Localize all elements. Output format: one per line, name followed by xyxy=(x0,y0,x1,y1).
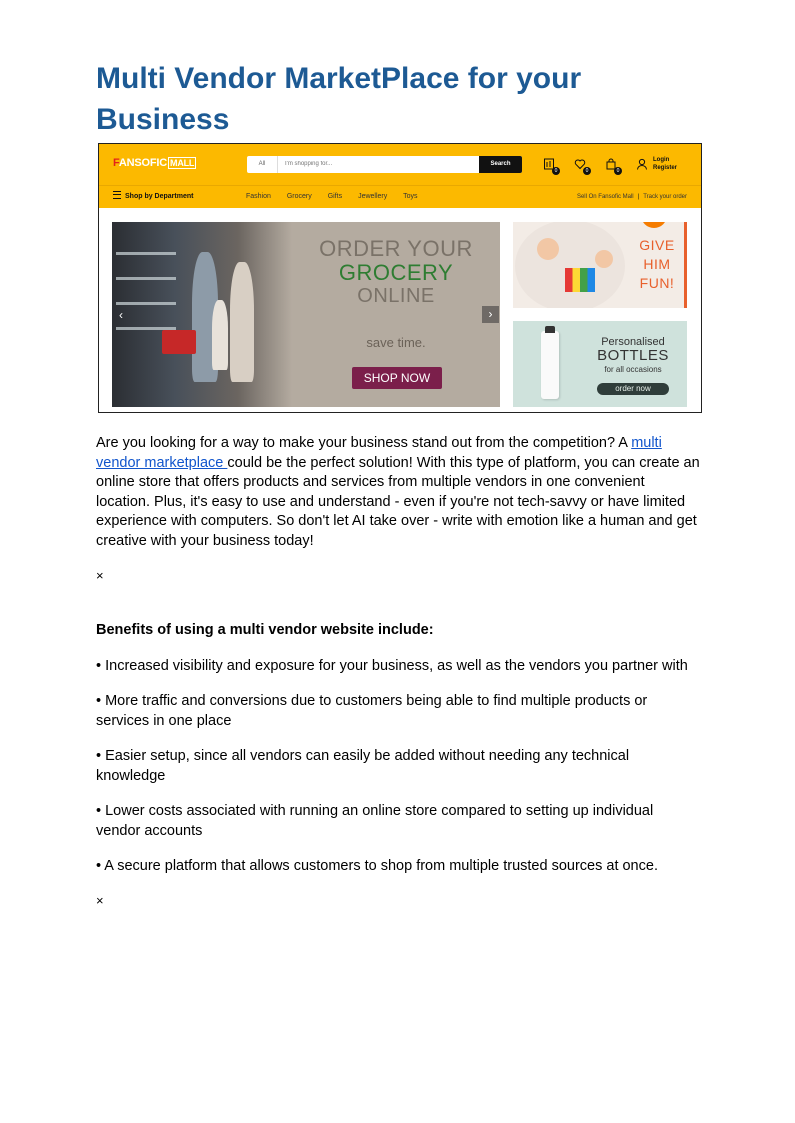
wishlist-icon[interactable] xyxy=(574,158,589,174)
intro-paragraph: Are you looking for a way to make your business stand out from the competition? A multi vendor marketplace could be the perfect solution! With this type of platform, you can create an online store that offers products and services from multiple vendors in one convenient location. Plus, it's easy to use and understand - even if you're not tech-savvy or have limited experience with computers. So don't let AI take over - write with emotion like a human and get creative with your business today! xyxy=(96,435,700,549)
cart-icon[interactable] xyxy=(605,158,620,174)
nav-link-jewellery[interactable]: Jewellery xyxy=(358,193,388,200)
user-icon[interactable] xyxy=(636,158,648,170)
order-now-button[interactable]: order now xyxy=(597,383,669,395)
marketplace-screenshot xyxy=(98,143,702,413)
banner-line-2: GROCERY xyxy=(338,260,454,285)
register-link[interactable]: Register xyxy=(653,165,678,171)
grocery-store-photo xyxy=(112,222,292,407)
close-icon[interactable]: × xyxy=(96,568,104,583)
chevron-right-icon[interactable]: › xyxy=(482,306,499,323)
nav-link-gifts[interactable]: Gifts xyxy=(327,193,343,200)
store-search-bar xyxy=(247,156,522,173)
shop-now-button[interactable]: SHOP NOW xyxy=(352,367,442,389)
nav-link-toys[interactable]: Toys xyxy=(403,193,418,200)
store-logo[interactable]: FANSOFIC MALL xyxy=(113,157,195,169)
nav-separator: | xyxy=(637,194,640,200)
search-input[interactable] xyxy=(285,156,475,173)
track-order-link[interactable]: Track your order xyxy=(643,194,687,200)
banner-line-3: ONLINE xyxy=(357,285,435,307)
toys-banner[interactable] xyxy=(513,222,687,308)
benefit-item: • Easier setup, since all vendors can easily be added without needing any technical knowledge xyxy=(96,748,630,784)
kids-playing-photo xyxy=(515,222,625,308)
toys-banner-text: GIVE HIM FUN! xyxy=(639,237,675,291)
bottles-banner[interactable] xyxy=(513,321,687,407)
nav-link-fashion[interactable]: Fashion xyxy=(246,193,271,200)
benefits-heading: Benefits of using a multi vendor website include: xyxy=(96,622,434,638)
benefit-item: • A secure platform that allows customers to shop from multiple trusted sources at once. xyxy=(96,858,658,874)
close-icon[interactable]: × xyxy=(96,893,104,908)
search-button[interactable]: Search xyxy=(479,156,522,173)
wishlist-count-badge: 0 xyxy=(583,167,591,175)
shop-by-department-button[interactable]: Shop by Department xyxy=(113,186,193,208)
category-links xyxy=(246,186,431,208)
chevron-left-icon[interactable]: ‹ xyxy=(119,308,123,322)
account-links xyxy=(653,156,677,172)
bottles-banner-line-1: Personalised xyxy=(601,336,665,348)
grocery-banner[interactable] xyxy=(112,222,500,407)
store-header xyxy=(99,144,701,185)
benefit-item: • More traffic and conversions due to customers being able to find multiple products or services in one place xyxy=(96,693,648,729)
benefit-item: • Lower costs associated with running an online store compared to setting up individual vendor accounts xyxy=(96,803,654,839)
sell-link[interactable]: Sell On Fansofic Mall xyxy=(576,194,634,200)
nav-link-grocery[interactable]: Grocery xyxy=(286,193,312,200)
benefit-item: • Increased visibility and exposure for your business, as well as the vendors you partner with xyxy=(96,658,688,674)
nav-right-links xyxy=(577,186,687,208)
banner-tagline: save time. xyxy=(366,335,426,350)
compare-icon[interactable] xyxy=(543,158,558,174)
menu-icon xyxy=(113,191,121,199)
search-category-select[interactable]: All xyxy=(247,156,278,173)
multi-vendor-marketplace-link[interactable]: multi vendor marketplace xyxy=(96,435,662,471)
bottle-image xyxy=(541,331,559,399)
login-link[interactable]: Login xyxy=(653,157,670,163)
store-nav xyxy=(99,185,701,208)
cart-count-badge: 0 xyxy=(614,167,622,175)
bottles-banner-line-3: for all occasions xyxy=(604,365,662,374)
shopping-cart-image xyxy=(162,330,196,354)
page-title: Multi Vendor MarketPlace for your Business xyxy=(96,62,582,136)
banner-line-1: ORDER YOUR xyxy=(319,236,473,261)
compare-count-badge: 0 xyxy=(552,167,560,175)
bottles-banner-line-2: BOTTLES xyxy=(597,347,669,364)
